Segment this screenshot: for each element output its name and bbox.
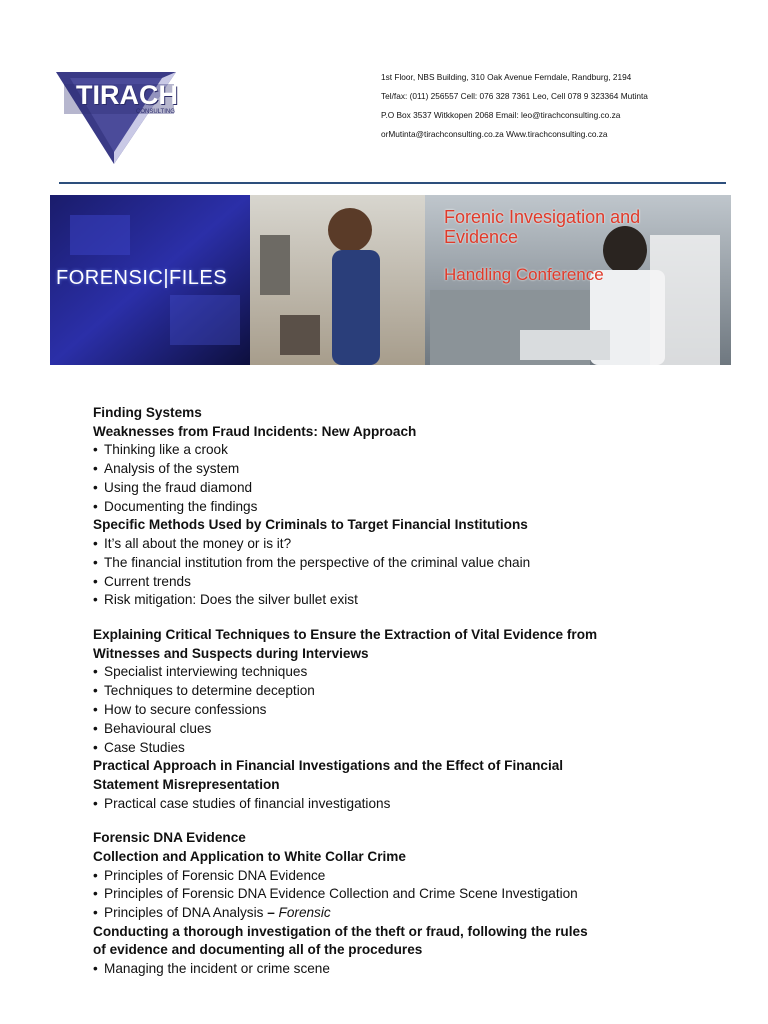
bullet-icon: • <box>93 442 98 458</box>
bullet-item <box>93 535 693 554</box>
bullet-icon: • <box>93 795 98 811</box>
bullet-text: Principles of Forensic DNA Evidence Collection and Crime Scene Investigation <box>104 886 578 902</box>
banner-title-line2: Evidence <box>444 227 519 247</box>
section-heading: of evidence and documenting all of the procedures <box>93 942 423 958</box>
bullet-item <box>93 573 693 592</box>
bullet-item <box>93 867 693 886</box>
bullet-text: Thinking like a crook <box>104 442 228 458</box>
bullet-item <box>93 663 693 682</box>
section-gap <box>93 610 693 626</box>
bullet-item <box>93 739 693 758</box>
bullet-text: Documenting the findings <box>104 498 258 514</box>
logo-subtitle: CONSULTING <box>136 109 175 115</box>
bullet-item <box>93 441 693 460</box>
section-heading: Explaining Critical Techniques to Ensure the Extraction of Vital Evidence from <box>93 627 598 643</box>
bullet-text: Risk mitigation: Does the silver bullet exist <box>104 592 358 608</box>
section-heading: Collection and Application to White Collar Crime <box>93 848 406 864</box>
bullet-icon: • <box>93 867 98 883</box>
bullet-item <box>93 682 693 701</box>
section-gap <box>93 813 693 829</box>
section-heading: Forensic DNA Evidence <box>93 830 246 846</box>
bullet-icon: • <box>93 554 98 570</box>
bullet-text: Principles of DNA Analysis <box>104 905 264 921</box>
bullet-item <box>93 885 693 904</box>
contact-po-box: P.O Box 3537 Witkkopen 2068 Email: leo@tirachconsulting.co.za <box>381 110 621 120</box>
bullet-dash: – <box>263 905 279 921</box>
banner-title-line1: Forenic Invesigation and <box>444 207 641 227</box>
section-heading: Witnesses and Suspects during Interviews <box>93 645 369 661</box>
contact-email-web: orMutinta@tirachconsulting.co.za Www.tirachconsulting.co.za <box>381 129 608 139</box>
bullet-icon: • <box>93 479 98 495</box>
bullet-text: Behavioural clues <box>104 720 212 736</box>
banner-image <box>50 195 731 365</box>
contact-block <box>381 68 721 144</box>
contact-phone: Tel/fax: (011) 256557 Cell: 076 328 7361 Leo, Cell 078 9 323364 Mutinta <box>381 91 648 101</box>
bullet-icon: • <box>93 905 98 921</box>
conference-topics <box>93 404 693 979</box>
bullet-item <box>93 795 693 814</box>
bullet-text: How to secure confessions <box>104 701 267 717</box>
banner-forensic-files: FORENSIC|FILES <box>56 267 228 289</box>
bullet-icon: • <box>93 683 98 699</box>
company-logo <box>56 68 181 168</box>
bullet-text: Practical case studies of financial investigations <box>104 795 391 811</box>
bullet-text: Techniques to determine deception <box>104 683 315 699</box>
bullet-text: Using the fraud diamond <box>104 479 253 495</box>
bullet-text: The financial institution from the perspective of the criminal value chain <box>104 554 531 570</box>
bullet-item <box>93 479 693 498</box>
bullet-icon: • <box>93 701 98 717</box>
section-heading: Conducting a thorough investigation of the theft or fraud, following the rules <box>93 923 588 939</box>
section-heading: Practical Approach in Financial Investigations and the Effect of Financial <box>93 758 564 774</box>
bullet-text: It’s all about the money or is it? <box>104 535 292 551</box>
bullet-icon: • <box>93 739 98 755</box>
bullet-item <box>93 591 693 610</box>
bullet-item <box>93 904 693 923</box>
bullet-icon: • <box>93 460 98 476</box>
section-heading: Weaknesses from Fraud Incidents: New Approach <box>93 423 417 439</box>
bullet-item <box>93 720 693 739</box>
bullet-icon: • <box>93 720 98 736</box>
bullet-item <box>93 460 693 479</box>
bullet-icon: • <box>93 592 98 608</box>
bullet-text: Principles of Forensic DNA Evidence <box>104 867 326 883</box>
banner-title-line3: Handling Conference <box>444 265 604 284</box>
bullet-item <box>93 701 693 720</box>
bullet-text: Analysis of the system <box>104 460 240 476</box>
bullet-icon: • <box>93 573 98 589</box>
header-divider <box>59 182 726 184</box>
bullet-icon: • <box>93 664 98 680</box>
bullet-text: Specialist interviewing techniques <box>104 664 308 680</box>
section-heading: Finding Systems <box>93 405 202 420</box>
section-heading: Statement Misrepresentation <box>93 776 280 792</box>
contact-address: 1st Floor, NBS Building, 310 Oak Avenue Ferndale, Randburg, 2194 <box>381 72 632 82</box>
bullet-item <box>93 498 693 517</box>
bullet-text: Managing the incident or crime scene <box>104 961 330 977</box>
bullet-item <box>93 554 693 573</box>
bullet-text: Case Studies <box>104 739 185 755</box>
bullet-icon: • <box>93 498 98 514</box>
section-heading: Specific Methods Used by Criminals to Target Financial Institutions <box>93 517 528 533</box>
bullet-item <box>93 960 693 979</box>
banner-title <box>444 207 724 247</box>
bullet-italic: Forensic <box>278 905 331 921</box>
bullet-icon: • <box>93 535 98 551</box>
bullet-icon: • <box>93 886 98 902</box>
logo-wordmark: TIRACH <box>76 80 178 110</box>
bullet-text: Current trends <box>104 573 191 589</box>
bullet-icon: • <box>93 961 98 977</box>
